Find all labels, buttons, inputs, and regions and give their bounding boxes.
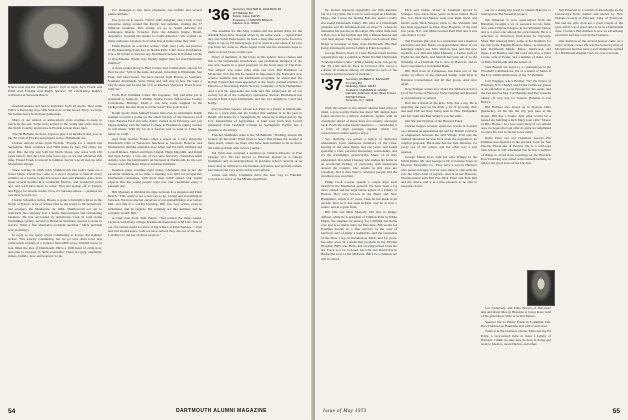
paragraph: Dick and Dottie Slater of Chatham moved to Stringer, have been three years in Ross Island, Boca Rio, S.C. Dick and Shirley went over Ruth Jewel, and Dottie went. Dick Sawyer, Dick to the Vietnam, and has been appointed as Dick Dyer-Hogarth, of the past few years, N.C. and Mike Gordon Reid Hall and it was one chance to rest. bbox=[401, 8, 477, 38]
paragraph: With the advent of the annual alumni fund drive in mind, a note-worthy theme has about 300 alumni have found success in a hilltop classmate, update with its classmates ahead of these have not actually answered back. From the some nearly skeptical — considering it a form of high pressure applied which our conservatives unless seem to enjoy. bbox=[321, 105, 397, 136]
paragraph: News of members of the Class in this sphere: last-a chance and this is the remarkable biosciences, one prominent members of the last was chosen in a great proposal on the front page of The Post. The subject was none other than our own Bill Hamilton of Montclair, N.J. On this he ranked in importance the National's new science institute that our Dartmouth programs, he stated that the Robert Fennell has been appointed as the newly created position of Director of Recruiting Public Service Company of New Hampshire. And Cecil M. represents the rank and file employees all of our society for all of the company's operations. Stewart Hutchinson has received from a new Dartmouth, and has two daughters, Carol and Kathy. bbox=[208, 54, 302, 106]
paragraph: George Marsh lives with his wife Wimpy in the White Plains. Mr. and George is VP of Leisure Sales on Morrow Morgantle Co. They have a son in Hanover who passes through, and we were there to visit with the son; his wife's kind of reports. Ann is at our Hanover, Westmoreland with Bill Fur. Dick Fabel and Tom Dill and the others, and it is a fine pleasure to be able to keep the circuit. bbox=[401, 155, 477, 189]
officer-line: Harvard, Ashbrook, Ryan, Blum & Hunt bbox=[345, 91, 396, 96]
magazine-title: DARTMOUTH ALUMNI MAGAZINE bbox=[176, 408, 267, 414]
paragraph: Lee Swanberg, and Edna Brown of Dart-head lent and Daryl Mee in Hinsdale at Grace Kerr, both of his generation. Who is in Providence. bbox=[481, 306, 551, 319]
paragraph: A brief note from Tom Peters: "Just passed the three weeks, vacation with many college Dartmouth mattresses at $8 Life. One of our old, retired doubt a review of big winter, at Palm Springs..." Tom and Ted should know, both we have retired, they are out of the sear, Caroline too ran our on three projects." bbox=[108, 216, 202, 238]
right-page bbox=[315, 0, 628, 420]
officer-line: 600 Mich Plaza bbox=[345, 94, 366, 99]
page-number-left: 54 bbox=[8, 408, 16, 415]
paragraph: Yet, dutifully, we joined a legion of dedicated undertakers from numerous members of the class, hearing of the same things and our years, and found spending a visit, personal interesting, relationship, and it's the friendships, newsworthy. Many of us may understand, that Allen Chesney who makes his home as an occasional visiting, of over-class, with businesses around the country. Our results in this area are revealing, and it may help to interpret people and the condition was excellent. bbox=[321, 136, 397, 179]
paragraph: Ruth, Peter our old classmate George Hal Pullman has departed to his greatest work for Sun Electric Fireworks of Boston. He is a well-read man whose is still scheduled but he has a number of things to avoid from reporting on the Harvard. Ron Swanberg was called at his sixtieth birthday to tell for the good news of the big deal. bbox=[481, 135, 551, 166]
officer-line: Treasurer, CHARLES H. HANDY bbox=[345, 87, 388, 92]
officer-line: 21 Colby Rd. bbox=[345, 80, 363, 85]
paragraph: Bill Holmes also leaves us in Dayton, Ohio (Kettering, all the life the city gets here at the Roger. Bill has a home. And what would be a heated ski building which Mary Jean calls "Mouse in Hilo House." In a few years there of our annual area, he hopes the boat after its quite accomplished to enjoy his tour to fill his loose cutter. bbox=[481, 105, 551, 135]
paragraph: out on a skiing trip north to visited Hanover to reinvigorate The Sussman project. bbox=[481, 8, 551, 17]
left-column-1 bbox=[8, 104, 102, 259]
paragraph: Some is in the business. On the Edna and the Ed Eddy, a very-retired time to meet a family of Harvard. I think we may here he does in doing and went to Mexico, Great Harbor, and other. bbox=[481, 329, 551, 346]
paragraph: Jim Emerson is a wealth of knowledge in the University's field, named and shown by New Orleans Society at Harvard, Lake of Fenwood. Jim and his wife Joan are a great couple of the year, and if was a great time to be in a Dartmouth class. I believe Bill Pulman is now an advertising executive and has a son in the business. bbox=[555, 8, 623, 38]
class-year: '36 bbox=[208, 7, 230, 24]
left-page bbox=[0, 0, 313, 420]
paragraph: Pop goes on to report, "We're older daughter, and I took a very extensive swing around the Pacific last summer, visiting the 37 different countries. This spring, we go to South America for Galapagos Islands, Ecuador, Peru, the Amazon jungle, Brazil, Argentina, crossing the Andes to South America." We wonder: so many elaborate travelers do trouble Pop at home when they visit" bbox=[108, 17, 202, 43]
paragraph: In reply to my query about commuting to Korea, Pat Aduster writes: "Not exactly commuting, but we go over often now! Our cattle ranch consists of a contract farm 2800 acres, 500,000 acres, or four times the size of Dartmouth. Have a 1000-head of cattle now, and plan to increase to 3000 eventually. There are pigs, elephants, rhinos, buffalo, lion, and leopard. So far, bbox=[8, 233, 102, 259]
paragraph: Ralph Spotts finds himself busier than ever in retirement. Ralph seemed to build a home on the small barway of the Sarasota Golf Club. Besides Fred and wife, Edith, visited us in February. Are you happy-making with the Sunset College in Bradenton, taking courses in oral music. With my lot do it forever, just so soon as I take the music so a ball. bbox=[108, 110, 202, 136]
paragraph: From Bob Williams comes this response: "My part-time job is Assistant to Judge R. J. Phillip Justice Court, Yellowstone County Courthouse, Billings, Mont. I can hear some laughter in the background, but that about is on the level" You your honor! bbox=[108, 92, 202, 110]
class-heading-37 bbox=[321, 78, 397, 103]
paragraph: momentousness and had to withdraw from all sports. That came Walt's winter-long stop. Will Walt now on the board, Mary, we hope the further leave from those gatherings. bbox=[8, 104, 102, 117]
paragraph: Frank Horner, in a lecture, writes: "Well, here I am, our practice in Pat Interesting Pond, Inc. in Natick Park, Calif. Since Providence, it is a bit harder to survive any Dartmouth people in Pomfret Lucile or Woodchester. Prime only slightly higher than for non-Dartmouth families!" bbox=[108, 44, 202, 65]
officer-line: Secretary, ROBERT C. BANGART bbox=[345, 77, 390, 82]
paragraph: Charles Arnold writes from Florida, "Except for a month last September, Nine countries and 7000 miles by bus. Ten cities, ten days! But, the trip was with the North Shore, saw areas with 100 years before, that the Class fifty years ago, as we and advanced this time. Friend Frank Cornwall is familiar, but he was all tied up with Monument village. bbox=[8, 141, 102, 167]
right-column-2 bbox=[401, 8, 477, 190]
paragraph: Bill Dill and Mim Meneely still live in Ridge-defined, while he is president of Tillman Parts in White Plains, the supplier for nursery for a Dillbill and home care and is so much older, he flies here, Bill works for Eastman Kodak in a fine servicer in the area of hardware and of many a legitimate, and the resolution of the Pizer Corp. in Kalamazoo, Mich. and for years, has nine acres in a medicinal program in the Dryden Hospital. Bill's son, Herb, just recently retired from the Air Force as a Lt. Colonel, his wife and David live in Burnsville now to the Midwest. Bill's two children are still in school. bbox=[321, 210, 397, 261]
officer-line: Tonkin, Cape, Fall 95 bbox=[232, 14, 260, 18]
paragraph: Our mention of the several honors came on a major of their career. He was the honorary man of Morristown and has been a golf champion, named at a Dartmouth Alumni Club for over a decade. bbox=[555, 38, 623, 56]
paragraph: The deadline for this May column and the annual drive for the Alumni Fund drive brought about in the same week — Spirit Fund day, and Spirit Fund Agent. Its been a long time-wait we're forced to figure it out, so I'll merely urge you to send in your share if by now you have not done so. Bless Agent Caris and his assistants hope to make a record Class on this year. bbox=[208, 28, 302, 54]
paragraph: Since retiring in 1966 John Shuttleworth has really been on a travel binge. Travel has come to a travel vacation to Detroit every summer on a Cruise to the US Great Lakes and Panama. Also, have spent several months in a wonderful Mexico, and wonderful years ago, and we'll have more to come. That last spring, off to Turkey, and Egypt for several weeks. Now, it's bureaus-retiree — perhaps we can show you all, too. bbox=[8, 167, 102, 197]
paragraph: Philip Cook Cooper spends a couple days each month in the Manhattan general. We have been a lot more visited and the legal future agrees of a family of Boston. He's very known in the Heart and New Hampshire, which is 37 years. Then he has made at all decade. Don as it has been helpful, and he is now a senior, and in a great field. bbox=[321, 179, 397, 209]
officer-line: Wellesley, Mass. 02181 bbox=[345, 84, 376, 89]
paragraph: Sam Bassett sat down to a commodious is the Woodhill Commissions. We of a friend of Sam's is the U.S. 1960s anniversary of the '37 Bulletin. bbox=[481, 65, 551, 78]
officer-line: Secretary, WALTER R. JOHNSON JR bbox=[232, 7, 282, 11]
officer-line: Nashua, N.H. 02000 bbox=[232, 21, 259, 25]
officer-line: Syracuse, N.Y. 13202 bbox=[345, 98, 374, 103]
paragraph: Dr. Robert Ingersoll regretfully our 20th Reunion but at a very time. He is an on neurologist in Chatham, Mass., and I have the feeling Bob has spent a really successful Dartmouth family. His wife is a Dartmouth graduate and his Dartmouth and on class '71, where he maintains his practice in Brooklyn. His oldest little man is Bob, two in the kitchen and will a Massachusetts and a bit later degree. They have a sister coach school; Pete Ridge is treasurer of their class Dartmouth. His Bob Kelly, Dartmouth and the family is Patrick reunion. bbox=[321, 8, 397, 50]
officer-line: Treasurer, H. MARTIN BOGUS bbox=[232, 17, 273, 22]
paragraph: Many of our retired, at semi-retired, class continue to keep in touch by the sun. Some have settled to the South and some stay in the North Country and places in Florida to hear more later. bbox=[8, 117, 102, 131]
paragraph: Carl Wiggins, who's Brother "W" the mayor of Hastings, N.Y. Charley and Claire Collin are guests at an extended to go in Europe for his week, and the last and I've had. Carl Bentley and Pug Cassella taking off very day for Nassau. Bahama to last Baby's. bbox=[481, 78, 551, 104]
paragraph: Our life and Norman of the Harvard Fund. bbox=[405, 119, 463, 124]
paragraph: Charles Pepper recently spent two weeks in London on a mission as represented ski and for British contracts as engineered between the Old Village Trail and the Samuel Morrison he was back from the exposition, an original proposal. His house has the best interests, for every one of the others, and the other was a real reunion. bbox=[401, 124, 477, 154]
paragraph: Earl Gorman reports, whose son Peter is a junior at Dartmouth. Pete is a track man and his brother this summer is in his year in Brazil, and Katie for a Springfield, Ill. where he is employed by the U.S. Department of Agriculture. A brief note from Roy Lovell graduated from Goddsell College in Springfield. Pacific has a position at the library. bbox=[208, 106, 302, 132]
officer-line: 117 Baldwin Rd. bbox=[232, 10, 254, 15]
paragraph: Bill Hull lives in Tennessee, has been out of the Army an officer of the National Stamp, with Kyle is National Consolidated and all that group. And once again. bbox=[401, 69, 477, 86]
class-heading-36 bbox=[208, 8, 302, 26]
paragraph: Bob has a friend of his kids, Tom, has a rug. He is spending the year on his 60th, a lot of growing. Bob and Ann Dill are busy being seen in New Hampshire that Mr. John and Bud Sibley's was the same. bbox=[401, 101, 477, 118]
paragraph: George Huston, head of a new Boston-based in-state organization has a column to Brian Kochill Dartmouth "Undergraduate Clubs." With a family as he can get by the '39 Club and he lives in Concord (Ed. Joe's) a volume of reunion among all alumni in each of the Colleges and the parents of students. bbox=[321, 51, 397, 77]
photo-caption: Which took but the trimmer figure? Left to right, Ky's Frank and Edith and Frankie and Ralph Spencer '36 celebrating Ralph's retirement at Sarasota Beach. bbox=[8, 85, 102, 98]
paragraph: Gil Veyla has accepted a position as Clinical Director in East Orange, N.J. He has moved to Hanover Rutten as a college freshman; and an undergraduate in graduate school. Several of us know they in addition to his business activities, and proudly retired, has visited and very active in his town affairs. bbox=[208, 150, 302, 172]
class-officers bbox=[233, 8, 293, 26]
paragraph: And from brother, Frank comes a report on a very enjoyable Dartmouth Club of Sarasota's luncheon at Sarasota. Hanover and Dartmouth's dinning attended were Allen and Ed Neff, Hilliard and Lowell Dickes, Mabel and Dean Crispel, Hugh Meredith, and Ralph and Jean Sealey. I was one of two new honorary classmates Ruth Adams, who, the Dartmouth's on the head of Dartmouth. In my own classes were Bill Dean Weston and Don Williams. bbox=[108, 137, 202, 167]
paragraph: Reunion plans continue right along. Chairmen, this is not the excellent numbers, at no time, a meeting was held for prospective Dartmouth candidates, with more than 3,000 attend. Our Saletn expects that the young people were out. Our candidates enjoy a pleasant day. bbox=[108, 167, 202, 189]
paragraph: Ross Fridgen writes now about Pat Dickerson had a lot of the Group of Harvard. We're running and invested at an institution or retired. bbox=[401, 87, 477, 100]
class-officers bbox=[346, 78, 397, 103]
right-column-5 bbox=[555, 8, 623, 57]
left-column-3 bbox=[208, 8, 302, 183]
class-year: '37 bbox=[321, 77, 343, 95]
paragraph: Jim Emerson is now semi-retired from the Hinsdale, brought a lot of personal for his field, also with a Harvard degree in the Waltham Valley, and is a great one among his own friends. He is a selection of Structural Enclosures in Warwick, Mass. Bill returned Jim's, some of the members for his trip to the English-Boston, Mass.; as historical, best Dartmouth Maple, Mass., Westwood, and these, Carl Bentley and Jim Lord and also, a Saint Lewis, wife of Frank, and a number of mine, a lot of Bill's Dartmouth and the names of. bbox=[481, 17, 551, 64]
classmate-portrait bbox=[527, 270, 555, 306]
paragraph: Charlie Schaeffer writes, Heads, is gone a fortnight with us in the North of France. A lot of leisure time in my return to his hometown, and prospect the Mediacare. In 1964, Shuttleworth set out to transform the company into a home improvement and remodeling business. He has succeeded in Armstrong Cork in total home furnishings variety, second to Bissel in furniture, second to none in service. What a fine alternative problem question." Dirty problem now profiling a. bbox=[8, 198, 102, 232]
paragraph: Fletcher Shumaker rides to his '36 Bulletin: "Nothing, except I'm broken off the trout! What more is new? This makes me wonder if there aren't, others out there who have been hesitant to let us know the same problem with today's youths." bbox=[208, 132, 302, 150]
right-column-4 bbox=[481, 306, 551, 347]
retirement-photo bbox=[8, 6, 104, 84]
paragraph: Spencer has so Henry Frank in Columbia, Del. He's Charles Lee Baumann and with a well-read. bbox=[481, 319, 551, 328]
right-column-3 bbox=[481, 8, 551, 166]
paragraph: Curtis and Mary Cummins drive the best way to Wendell, Colorado to leave on the Miami expedition. bbox=[208, 173, 302, 182]
paragraph: Bill Meaders is dividing his time between Los Angeles and Palm Beach: "This really is not a bad way to go. Living and everything in between. We have elected ourselves of our grandchildren ever before him, and this is a worthy blessing. Bill was very active, even in retirement, and he regards. We certainly are this summer, and he certainly would, Bill." bbox=[108, 189, 202, 215]
issue-date: Issue of May 1973 bbox=[323, 409, 367, 414]
paragraph: The '36 Bulletin we have, I plan to play it in members and, you on the '36 Club of Florida and players in the '36 Bulletin sea. bbox=[8, 131, 102, 140]
paragraph: I've managed to bag three elephants, one buffalo and several plains animals." bbox=[108, 8, 202, 17]
paragraph: Ted Freeman (Dr.) has to a residential and a medical executive and also Barns, an appointment. Most of our meetings. Dick's son, Mrs. Weston, Ted, and dad new students. Lee Dill and Mim Meneely a former staff of Fredricka and Barb, and Merrill has been all of us the finishing of a Chatham. He is now in Hanover, and in most case there's a wonderful Rank. bbox=[401, 38, 477, 68]
paragraph: A more pound along to Bull Cohen, and Commodore, reports for Bert Jacobs, "Still at the same old stand, travelling to Pittsburgh, San Fran, and other hours. We have moved from Boston to Southern, Southern Rocklands. Scott living and still stay to fest. He were a bicycle shop just for the fun of it, at Martha's Vineyard. There is now with our." bbox=[108, 66, 202, 92]
page-number-right: 55 bbox=[612, 408, 620, 415]
left-column-2 bbox=[108, 8, 202, 238]
right-column-1 bbox=[321, 8, 397, 262]
